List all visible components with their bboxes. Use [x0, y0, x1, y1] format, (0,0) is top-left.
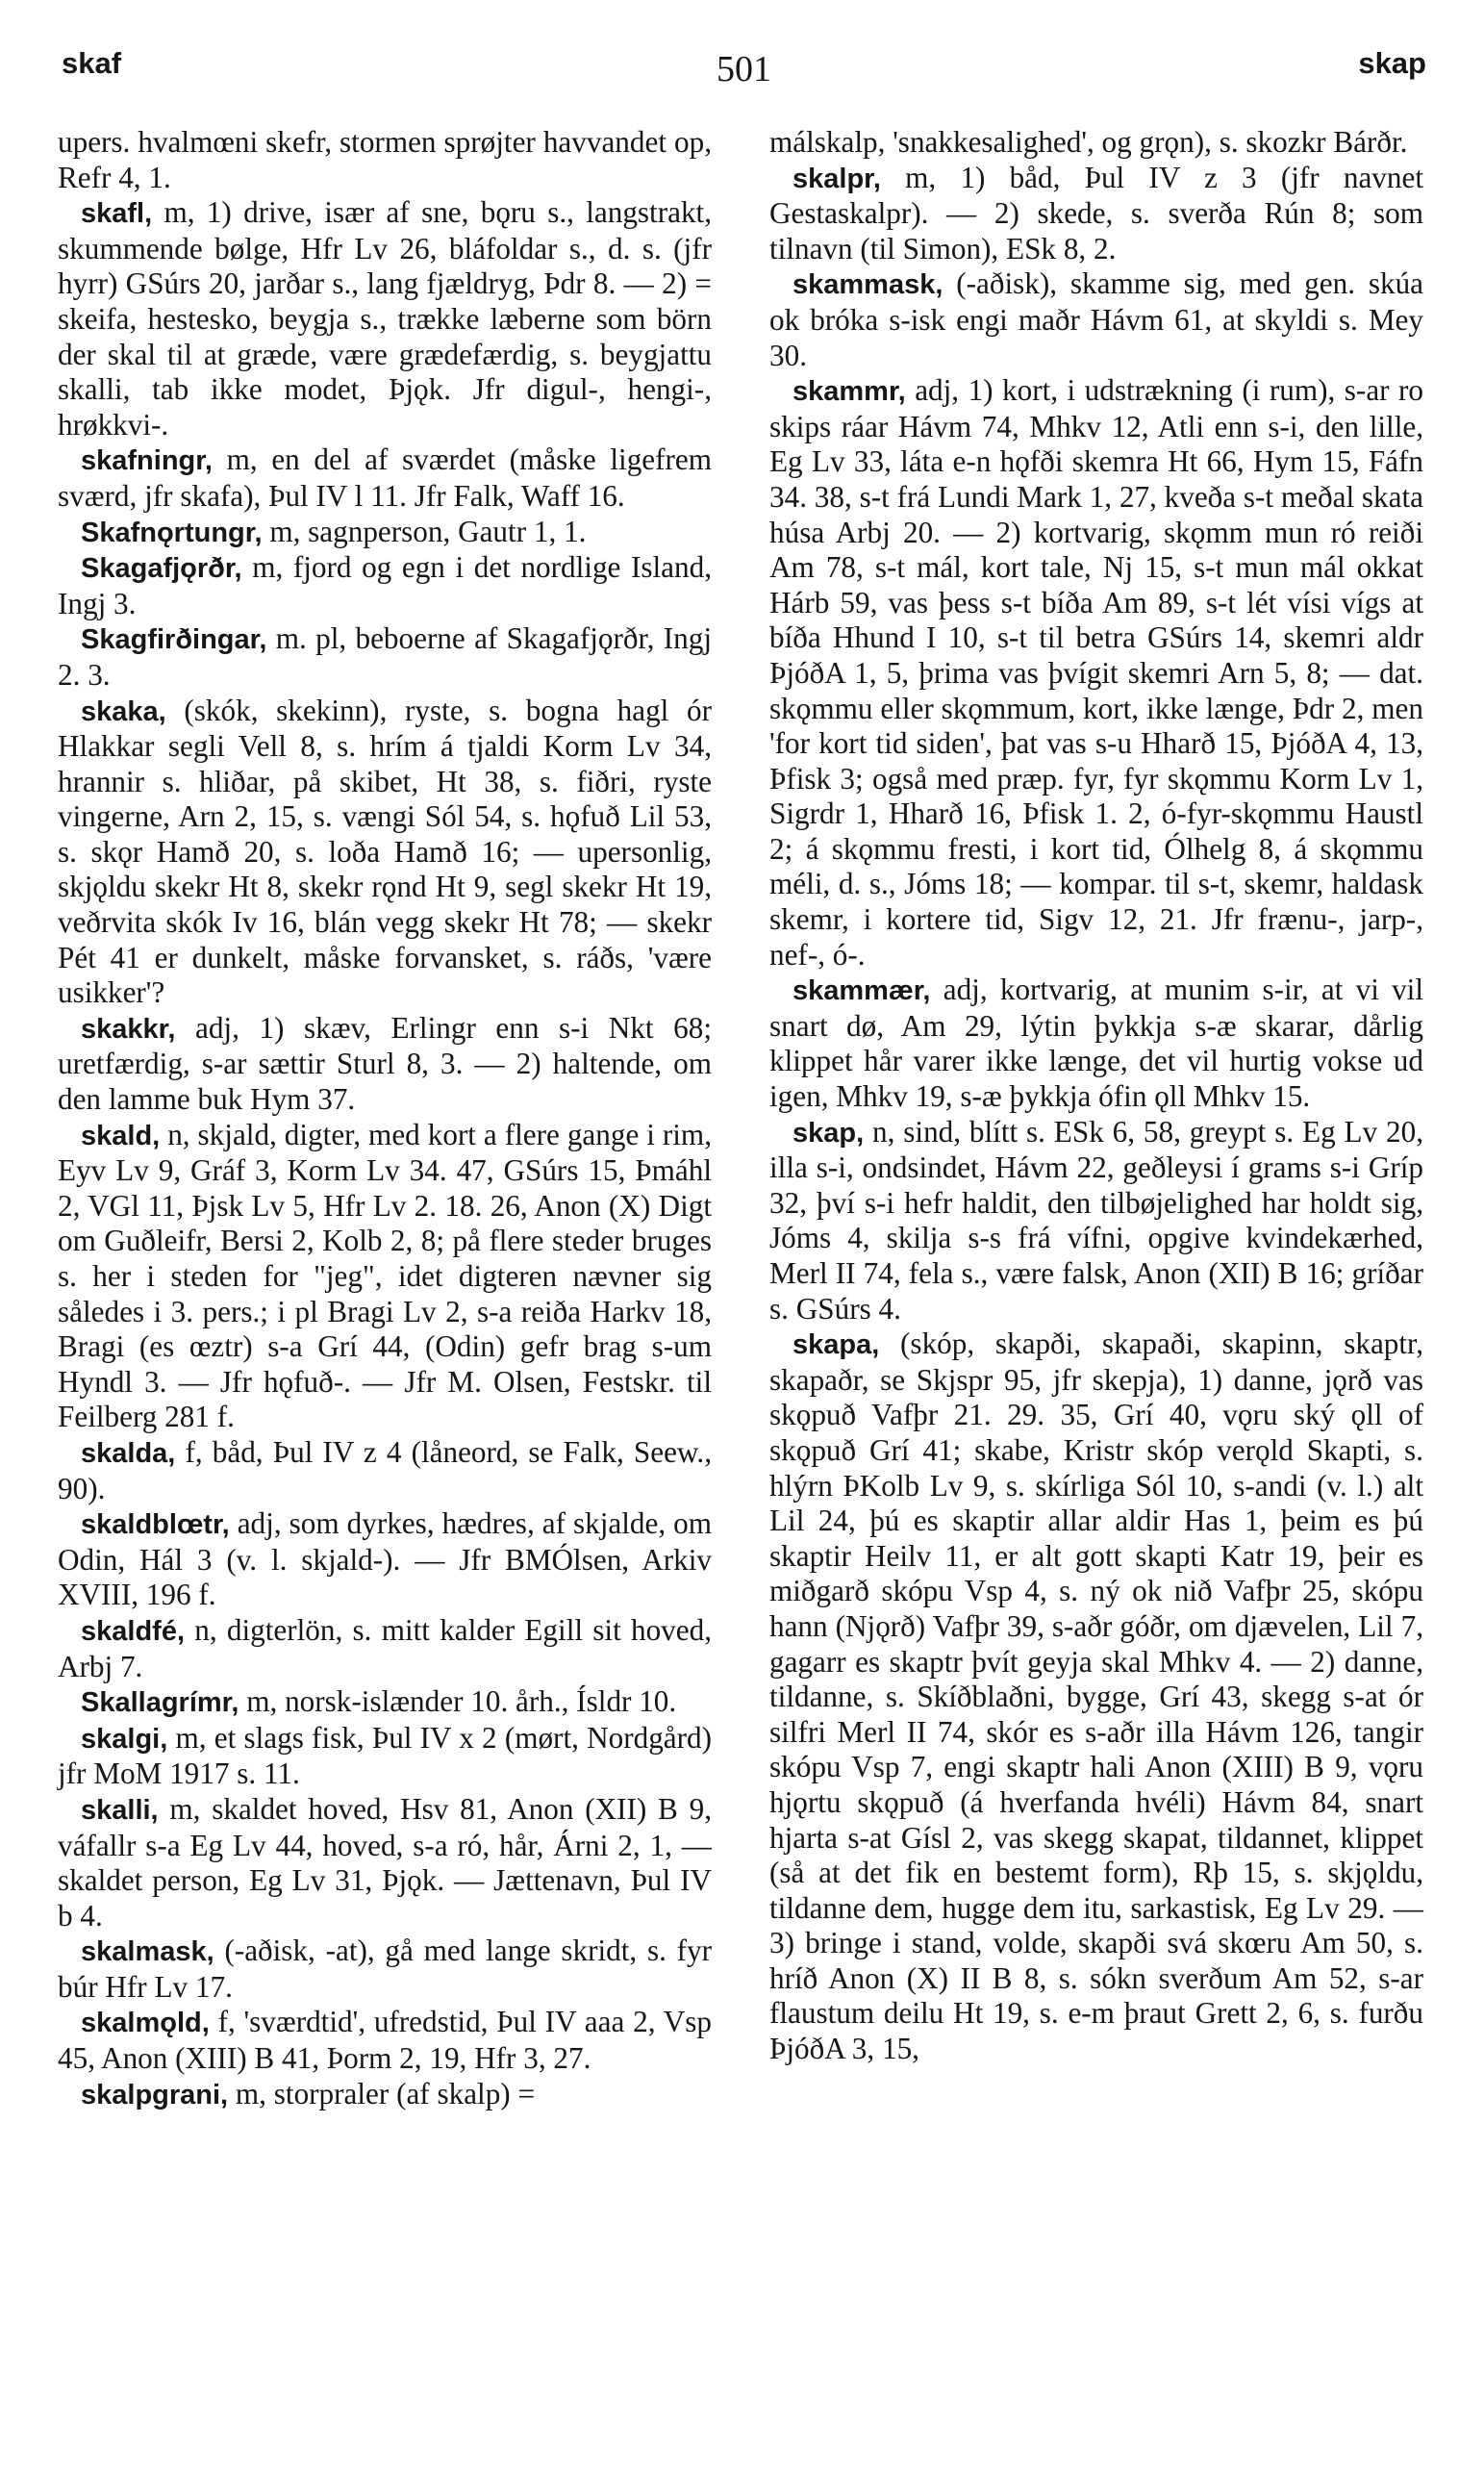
dictionary-entry	[769, 266, 1423, 373]
dictionary-entry	[58, 442, 712, 514]
entry-headword: skafl,	[81, 198, 153, 230]
dictionary-entry	[769, 973, 1423, 1114]
entry-headword: skalli,	[81, 1794, 159, 1826]
dictionary-entry	[58, 2005, 712, 2076]
dictionary-entry	[58, 1721, 712, 1792]
entry-definition: (-aðisk, -at), gå med lange skridt, s. fyr búr Hfr Lv 17.	[58, 1934, 713, 2004]
entry-definition: m, en del af sværdet (måske ligefrem sværd, jfr skafa), Þul IV l 11. Jfr Falk, Waff 16.	[58, 442, 712, 513]
entry-definition: m, 1) båd, Þul IV z 3 (jfr navnet Gestaskalpr). — 2) skede, s. sverða Rún 8; som tilnavn (til Simon), ESk 8, 2.	[769, 160, 1424, 265]
dictionary-entry	[58, 1613, 712, 1684]
dictionary-entry	[769, 161, 1423, 267]
entry-headword: Skagafjǫrðr,	[81, 553, 242, 585]
entry-headword: skalpgrani,	[81, 2079, 229, 2111]
entry-definition: m. pl, beboerne af Skagafjǫrðr, Ingj 2. 3.	[58, 621, 712, 692]
entry-headword: skalmask,	[81, 1936, 214, 1968]
entry-headword: Skallagrímr,	[81, 1687, 239, 1719]
entry-definition: (skóp, skapði, skapaði, skapinn, skaptr, skapaðr, se Skjspr 95, jfr skepja), 1) danne, jǫrð vas skǫpuð Vafþr 21. 29. 35, Grí 40, vǫru ský ǫll of skǫpuð Grí 41; skabe, Kristr skóp verǫld Skapti, s. hlýrn ÞKolb Lv 9, s. skírliga Sól 10, s-andi (v. l.) alt Lil 24, þú es skaptir allar aldir Has 1, þeim es þú skaptir Heilv 11, er alt gott skapti Katr 19, þeir es miðgarð skópu Vsp 4, s. ný ok nið Vafþr 25, skópu hann (Njǫrð) Vafþr 39, s-aðr góðr, om djævelen, Lil 7, gagarr es skaptr þvít geyja skal Mhkv 4. — 2) danne, tildanne, s. Skíðblaðni, bygge, Grí 43, skegg s-at ór silfri Merl II 74, skór es s-aðr illa Hávm 126, tangir skópu Vsp 7, engi skaptr hali Anon (XIII) B 9, vǫru hjǫrtu skǫpuð (á hverfanda hvéli) Hávm 84, snart hjarta s-at Gísl 2, vas skegg skapat, tildannet, klippet (så at det fik en bestemt form), Rþ 15, s. skjǫldu, tildanne dem, hugge dem itu, sarkastisk, Eg Lv 29. — 3) bringe i stand, volde, skapði svá skœru Am 50, s. hríð Anon (X) II B 8, s. sókn sverðum Am 52, s-ar flaustum deilu Ht 19, s. e-m þraut Grett 2, 6, s. furðu ÞjóðA 3, 15,	[769, 1327, 1423, 2066]
entry-headword: skalpr,	[792, 163, 881, 194]
entry-definition: m, norsk-islænder 10. årh., Ísldr 10.	[246, 1684, 677, 1719]
dictionary-entry	[769, 1115, 1423, 1327]
dictionary-entry	[58, 621, 712, 693]
entry-definition: málskalp, 'snakkesalighed', og grǫn), s. skozkr Bárðr.	[769, 125, 1408, 159]
entry-definition: m, et slags fisk, Þul IV x 2 (mørt, Nordgård) jfr MoM 1917 s. 11.	[58, 1720, 713, 1791]
dictionary-entry	[769, 373, 1423, 973]
entry-definition: m, sagnperson, Gautr 1, 1.	[269, 514, 587, 548]
entry-definition: adj, som dyrkes, hædres, af skjalde, om Odin, Hál 3 (v. l. skjald-). — Jfr BMÓlsen, Arkiv XVIII, 196 f.	[58, 1506, 712, 1612]
entry-headword: skap,	[792, 1117, 865, 1149]
dictionary-entry	[58, 195, 712, 442]
left-column	[58, 125, 712, 2112]
dictionary-entry	[58, 1934, 712, 2005]
entry-headword: skalmǫld,	[81, 2008, 210, 2039]
dictionary-entry	[58, 694, 712, 1011]
entry-headword: skalgi,	[81, 1723, 168, 1755]
dictionary-entry	[769, 1327, 1423, 2066]
dictionary-entry	[769, 125, 1423, 161]
entry-headword: skammær,	[792, 975, 931, 1007]
entry-definition: adj, 1) kort, i udstrækning (i rum), s-ar ro skips ráar Hávm 74, Mhkv 12, Atli enn s-i, den lille, Eg Lv 33, láta e-n hǫfði skemra Ht 66, Hym 15, Fáfn 34. 38, s-t frá Lundi Mark 1, 27, kveða s-t meðal skata húsa Arbj 20. — 2) kortvarig, skǫmm mun ró reiði Am 78, s-t mál, kort tale, Nj 15, s-t mun mál okkat Hárb 59, vas þess s-t bíða Am 89, s-t lét vísi vígs at bíða Hhund I 10, s-t til betra GSúrs 14, skemri aldr ÞjóðA 1, 5, þrima vas þvígit skemri Arn 5, 8; — dat. skǫmmu eller skǫmmum, kort, ikke længe, Þdr 2, men 'for kort tid siden', þat vas s-u Hharð 15, ÞjóðA 4, 13, Þfisk 3; også med præp. fyr, fyr skǫmmu Korm Lv 1, Sigrdr 1, Hharð 16, Þfisk 1. 2, ó-fyr-skǫmmu Haustl 2; á skǫmmu fresti, i kort tid, Ólhelg 8, á skǫmmu méli, d. s., Jóms 18; — kompar. til s-t, skemr, haldask skemr, i kortere tid, Sigv 12, 21. Jfr frænu-, jarp-, nef-, ó-.	[769, 373, 1424, 972]
entry-headword: skaka,	[81, 695, 166, 727]
entry-headword: skakkr,	[81, 1013, 176, 1045]
entry-definition: m, 1) drive, især af sne, bǫru s., langstrakt, skummende bølge, Hfr Lv 26, bláfoldar s., d. s. (jfr hyrr) GSúrs 20, jarðar s., lang fjældryg, Þdr 8. — 2) = skeifa, hestesko, beygja s., trække læberne som börn der skal til at græde, være grædefærdig, s. beygjattu skalli, tab ikke modet, Þjǫk. Jfr digul-, hengi-, hrøkkvi-.	[58, 195, 712, 442]
dictionary-entry	[58, 1435, 712, 1506]
entry-headword: skalda,	[81, 1437, 176, 1469]
entry-headword: skafningr,	[81, 445, 213, 477]
left-guide-word: skaf	[62, 46, 122, 80]
entry-definition: f, båd, Þul IV z 4 (låneord, se Falk, Seew., 90).	[58, 1434, 713, 1505]
entry-definition: n, sind, blítt s. ESk 6, 58, greypt s. Eg Lv 20, illa s-i, ondsindet, Hávm 22, geðleysi í grams s-i Gríp 32, því s-i hefr haldit, den tilbøjelighed har holdt sig, Jóms 4, skilja s-s frá vífni, opgive kvindekærhed, Merl II 74, fela s., være falsk, Anon (XII) B 16; gríðar s. GSúrs 4.	[769, 1114, 1424, 1326]
entry-headword: skammask,	[792, 269, 943, 301]
entry-definition: (-aðisk), skamme sig, med gen. skúa ok bróka s-isk engi maðr Hávm 61, at skyldi s. Mey 30.	[769, 266, 1424, 372]
entry-headword: skammr,	[792, 376, 906, 408]
right-column	[769, 125, 1423, 2067]
dictionary-entry	[58, 1011, 712, 1118]
dictionary-entry	[58, 125, 712, 195]
dictionary-entry	[58, 1118, 712, 1435]
dictionary-entry	[58, 1684, 712, 1721]
dictionary-entry	[58, 1792, 712, 1934]
entry-definition: (skók, skekinn), ryste, s. bogna hagl ór Hlakkar segli Vell 8, s. hrím á tjaldi Korm Lv 34, hrannir s. hliðar, på skibet, Ht 38, s. fiðri, ryste vingerne, Arn 2, 15, s. vængi Sól 54, s. hǫfuð Lil 53, s. skǫr Hamð 20, s. loða Hamð 16; — upersonlig, skjǫldu skekr Ht 8, skekr rǫnd Ht 9, segl skekr Ht 19, veðrvita skók Iv 16, blán vegg skekr Ht 78; — skekr Pét 41 er dunkelt, måske forvansket, s. ráðs, 'være usikker'?	[58, 693, 712, 1010]
page-number: 501	[717, 49, 771, 89]
entry-headword: skald,	[81, 1120, 161, 1151]
dictionary-entry	[58, 1506, 712, 1613]
entry-definition: adj, 1) skæv, Erlingr enn s-i Nkt 68; uretfærdig, s-ar sættir Sturl 8, 3. — 2) haltende, om den lamme buk Hym 37.	[58, 1010, 713, 1117]
entry-definition: f, 'sværdtid', ufredstid, Þul IV aaa 2, Vsp 45, Anon (XIII) B 41, Þorm 2, 19, Hfr 3, 27.	[58, 2005, 712, 2076]
entry-definition: adj, kortvarig, at munim s-ir, at vi vil snart dø, Am 29, lýtin þykkja s-æ skarar, dårlig klippet hår varer ikke længe, det vil hurtig vokse ud igen, Mhkv 19, s-æ þykkja ófin ǫll Mhkv 15.	[769, 973, 1424, 1114]
right-guide-word: skap	[1358, 46, 1426, 80]
entry-headword: skapa,	[792, 1329, 880, 1361]
entry-definition: m, fjord og egn i det nordlige Island, Ingj 3.	[58, 550, 712, 620]
dictionary-entry	[58, 2077, 712, 2113]
entry-definition: upers. hvalmœni skefr, stormen sprøjter havvandet op, Refr 4, 1.	[58, 125, 712, 194]
entry-headword: skaldblœtr,	[81, 1509, 230, 1541]
entry-definition: n, digterlön, s. mitt kalder Egill sit hoved, Arbj 7.	[58, 1612, 713, 1683]
page-header	[62, 46, 1426, 104]
entry-definition: m, skaldet hoved, Hsv 81, Anon (XII) B 9, váfallr s-a Eg Lv 44, hoved, s-a ró, hår, Árni 2, 1, — skaldet person, Eg Lv 31, Þjǫk. — Jættenavn, Þul IV b 4.	[58, 1791, 712, 1933]
entry-definition: m, storpraler (af skalp) =	[235, 2076, 536, 2111]
entry-headword: skaldfé,	[81, 1615, 185, 1647]
dictionary-entry	[58, 515, 712, 551]
entry-definition: n, skjald, digter, med kort a flere gange i rim, Eyv Lv 9, Gráf 3, Korm Lv 34. 47, GSúrs 15, Þmáhl 2, VGl 11, Þjsk Lv 5, Hfr Lv 2. 18. 26, Anon (X) Digt om Guðleifr, Bersi 2, Kolb 2, 8; på flere steder bruges s. her i steden for "jeg", idet digteren nævner sig således i 3. pers.; i pl Bragi Lv 2, s-a reiða Harkv 18, Bragi (es œztr) s-a Grí 44, (Odin) gefr brag s-um Hyndl 3. — Jfr hǫfuð-. — Jfr M. Olsen, Festskr. til Feilberg 281 f.	[58, 1117, 712, 1434]
entry-headword: Skafnǫrtungr,	[81, 517, 263, 548]
dictionary-entry	[58, 550, 712, 621]
entry-headword: Skagfirðingar,	[81, 624, 267, 656]
